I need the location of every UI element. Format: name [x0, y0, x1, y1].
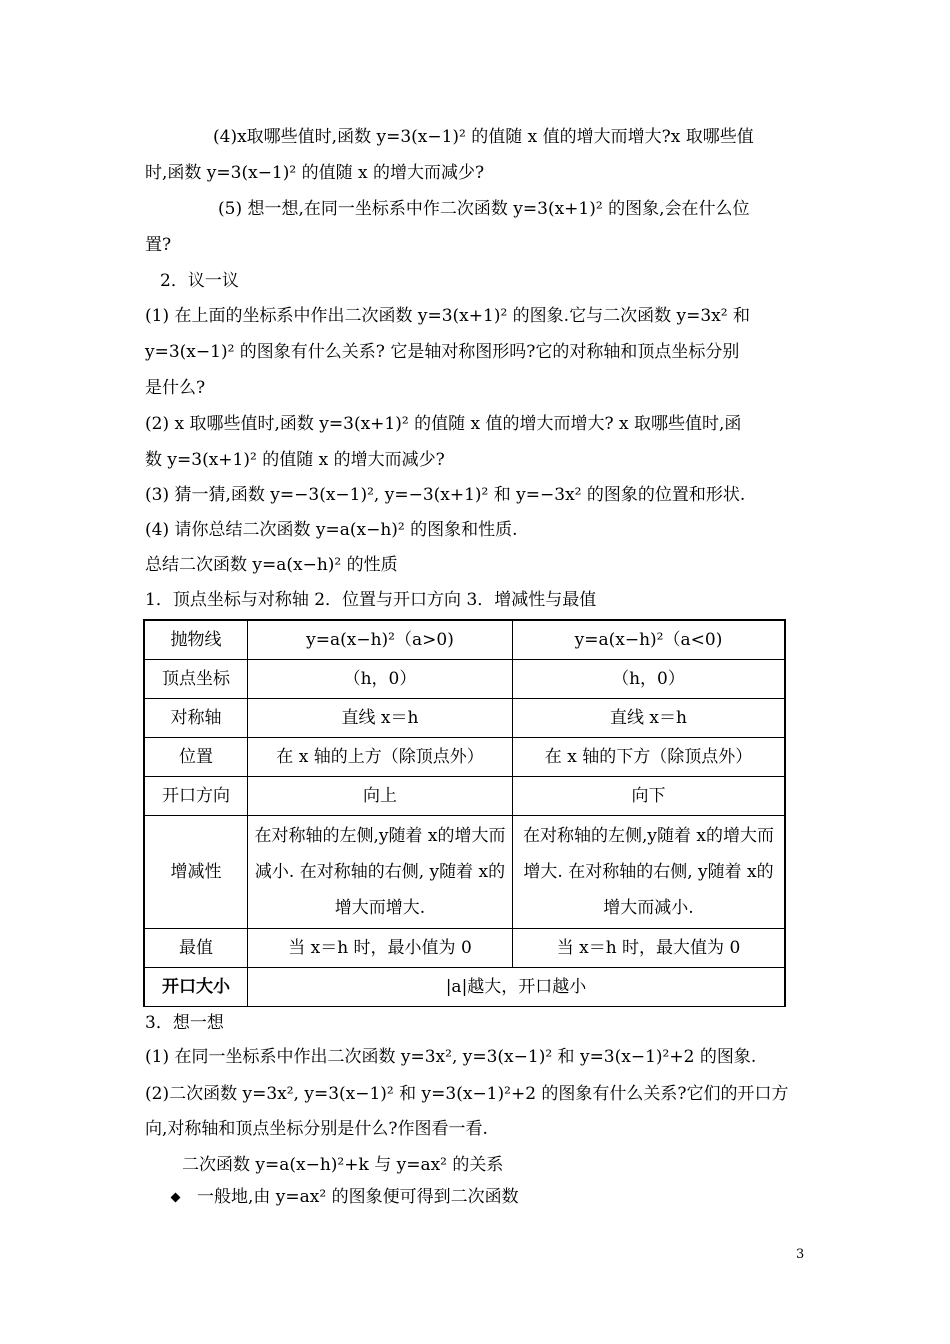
- table-cell: 直线 x＝h: [513, 699, 786, 738]
- table-cell: （h，0）: [513, 660, 786, 699]
- table-header-row: [144, 620, 785, 660]
- table-cell: 对称轴: [144, 699, 248, 738]
- table-cell: 在对称轴的左侧,y随着 x的增大而减小. 在对称轴的右侧, y随着 x的增大而增大.: [248, 816, 513, 929]
- paragraph-line: (3) 猜一猜,函数 y=−3(x−1)², y=−3(x+1)² 和 y=−3x² 的图象的位置和形状.: [145, 485, 746, 505]
- table-cell: 向下: [513, 777, 786, 816]
- paragraph-line: (1) 在同一坐标系中作出二次函数 y=3x², y=3(x−1)² 和 y=3(x−1)²+2 的图象.: [145, 1047, 757, 1067]
- properties-table: [143, 619, 786, 1007]
- table-cell: （h，0）: [248, 660, 513, 699]
- paragraph-line: (5) 想一想,在同一坐标系中作二次函数 y=3(x+1)² 的图象,会在什么位: [218, 199, 750, 219]
- table-row-last: [144, 968, 785, 1007]
- paragraph-line: 时,函数 y=3(x−1)² 的值随 x 的增大而减少?: [145, 163, 485, 183]
- table-row: [144, 929, 785, 968]
- paragraph-line: 置?: [145, 235, 172, 255]
- paragraph-line: (2)二次函数 y=3x², y=3(x−1)² 和 y=3(x−1)²+2 的图象有什么关系?它们的开口方: [145, 1084, 789, 1104]
- paragraph-line: 二次函数 y=a(x−h)²+k 与 y=ax² 的关系: [182, 1155, 504, 1175]
- table-cell: y=a(x−h)²（a>0): [248, 620, 513, 660]
- paragraph-line: (4)x取哪些值时,函数 y=3(x−1)² 的值随 x 值的增大而增大?x 取哪些值: [213, 127, 754, 147]
- table-row: [144, 777, 785, 816]
- table-cell: 开口大小: [144, 968, 248, 1007]
- bullet-text: 一般地,由 y=ax² 的图象便可得到二次函数: [197, 1187, 519, 1207]
- paragraph-line: (2) x 取哪些值时,函数 y=3(x+1)² 的值随 x 值的增大而增大? x 取哪些值时,函: [145, 414, 742, 434]
- paragraph-line: 是什么?: [145, 378, 206, 398]
- table-cell: 顶点坐标: [144, 660, 248, 699]
- table-row: [144, 699, 785, 738]
- paragraph-line: (4) 请你总结二次函数 y=a(x−h)² 的图象和性质.: [145, 520, 518, 540]
- section-heading: 2．议一议: [160, 271, 239, 291]
- table-cell: 最值: [144, 929, 248, 968]
- table-cell: 向上: [248, 777, 513, 816]
- table-cell: 在对称轴的左侧,y随着 x的增大而增大. 在对称轴的右侧, y随着 x的增大而减小.: [513, 816, 786, 929]
- table-cell: |a|越大，开口越小: [248, 968, 786, 1007]
- diamond-bullet-icon: [171, 1193, 181, 1203]
- table-cell: 当 x＝h 时，最小值为 0: [248, 929, 513, 968]
- page-number: 3: [796, 1247, 805, 1262]
- bullet-item: [172, 1186, 519, 1208]
- paragraph-line: (1) 在上面的坐标系中作出二次函数 y=3(x+1)² 的图象.它与二次函数 y=3x² 和: [145, 306, 750, 326]
- paragraph-line: 数 y=3(x+1)² 的值随 x 的增大而减少?: [145, 450, 445, 470]
- table-cell: 位置: [144, 738, 248, 777]
- summary-points: 1．顶点坐标与对称轴 2．位置与开口方向 3．增减性与最值: [145, 590, 597, 610]
- table-cell: 在 x 轴的上方（除顶点外）: [248, 738, 513, 777]
- paragraph-line: 向,对称轴和顶点坐标分别是什么?作图看一看.: [145, 1119, 488, 1139]
- summary-title: 总结二次函数 y=a(x−h)² 的性质: [145, 555, 398, 575]
- table-row: [144, 816, 785, 929]
- table-row: [144, 660, 785, 699]
- table-row: [144, 738, 785, 777]
- table-cell: 抛物线: [144, 620, 248, 660]
- table-cell: y=a(x−h)²（a<0): [513, 620, 786, 660]
- table-cell: 当 x＝h 时，最大值为 0: [513, 929, 786, 968]
- table-cell: 开口方向: [144, 777, 248, 816]
- paragraph-line: y=3(x−1)² 的图象有什么关系? 它是轴对称图形吗?它的对称轴和顶点坐标分别: [145, 342, 740, 362]
- table-cell: 在 x 轴的下方（除顶点外）: [513, 738, 786, 777]
- table-cell: 增减性: [144, 816, 248, 929]
- table-cell: 直线 x＝h: [248, 699, 513, 738]
- section-heading: 3．想一想: [145, 1013, 224, 1033]
